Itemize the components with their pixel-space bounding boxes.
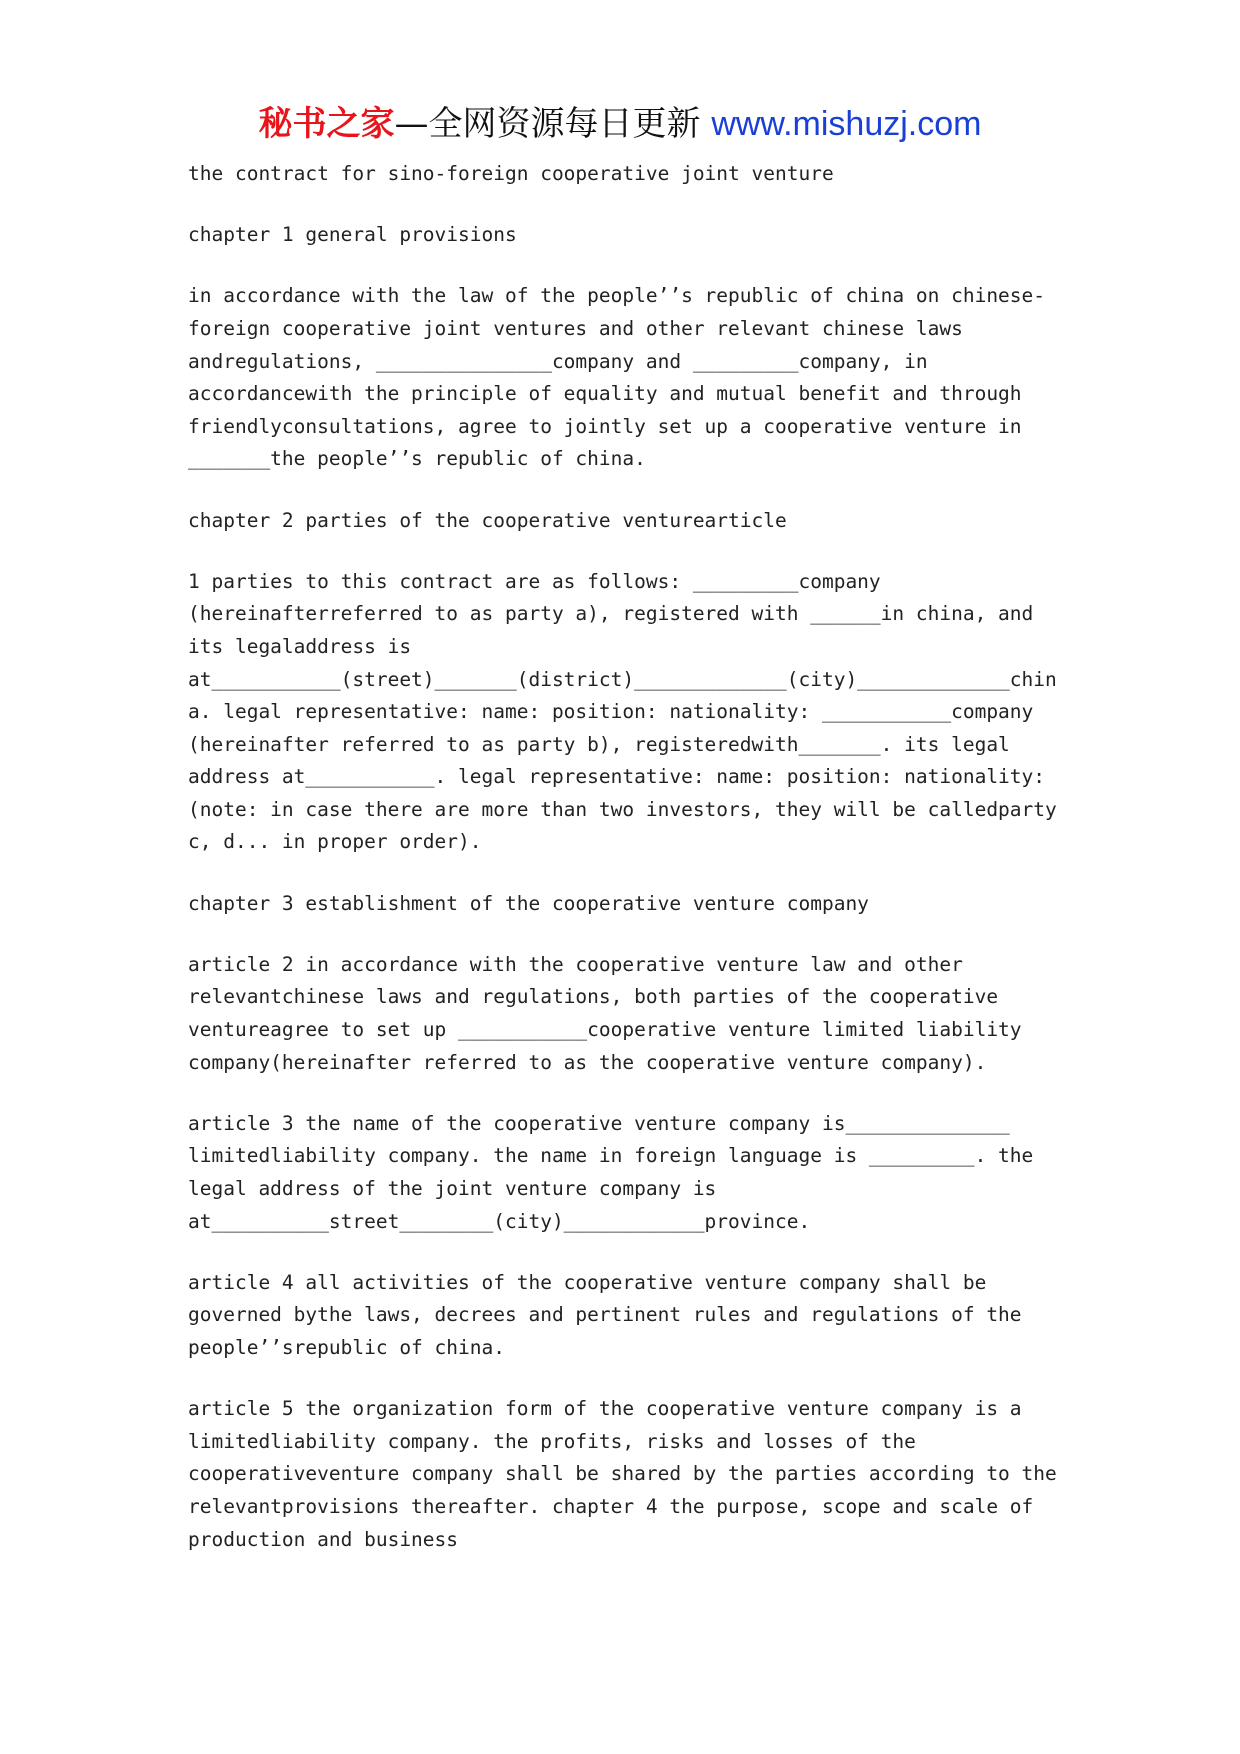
chapter-1-heading: chapter 1 general provisions: [188, 223, 517, 247]
page-header: [0, 100, 1240, 148]
header-brand: 秘书之家: [258, 104, 395, 144]
article-5-paragraph: article 5 the organization form of the cooperative venture company is a limitedliability company. the profits, risks and losses of the cooperativeventure company shall be shared by the parties according to the relevantprovisions thereafter. chapter 4 the purpose, scope and scale of production and business: [188, 1397, 1069, 1551]
article-3-paragraph: article 3 the name of the cooperative venture company is______________ limitedliability company. the name in foreign language is _________. the legal address of the joint venture company is at__________street________(city)____________province.: [188, 1111, 1046, 1233]
document-title: the contract for sino-foreign cooperative joint venture: [188, 162, 834, 185]
header-url-link[interactable]: www.mishuzj.com: [711, 105, 982, 143]
article-1-paragraph: 1 parties to this contract are as follows: _________company (hereinafterreferred to as party a), registered with ______in china, and its legaladdress is at___________(street)_______(district)_____________(city)_____________china. legal representative: name: position: nationality: ___________company (hereinafter referred to as party b), registeredwith_______. its legal address at___________. legal representative: name: position: nationality: (note: in case there are more than two investors, they will be calledparty c, d... in proper order).: [188, 569, 1069, 854]
preamble-paragraph: in accordance with the law of the people’’s republic of china on chinese-foreign cooperative joint ventures and other relevant chinese laws andregulations, _______________company and _________company, in accordancewith the principle of equality and mutual benefit and through friendlyconsultations, agree to jointly set up a cooperative venture in _______the people’’s republic of china.: [188, 284, 1046, 471]
chapter-3-heading: chapter 3 establishment of the cooperative venture company: [188, 891, 869, 915]
document-body: [188, 158, 1068, 1585]
article-2-paragraph: article 2 in accordance with the cooperative venture law and other relevantchinese laws and regulations, both parties of the cooperative ventureagree to set up ___________cooperative venture limited liability company(hereinafter referred to as the cooperative venture company).: [188, 952, 1034, 1074]
article-4-paragraph: article 4 all activities of the cooperative venture company shall be governed bythe laws, decrees and pertinent rules and regulations of the people’’srepublic of china.: [188, 1270, 1034, 1359]
chapter-2-heading: chapter 2 parties of the cooperative venturearticle: [188, 508, 787, 532]
header-tagline: —全网资源每日更新: [394, 104, 712, 144]
